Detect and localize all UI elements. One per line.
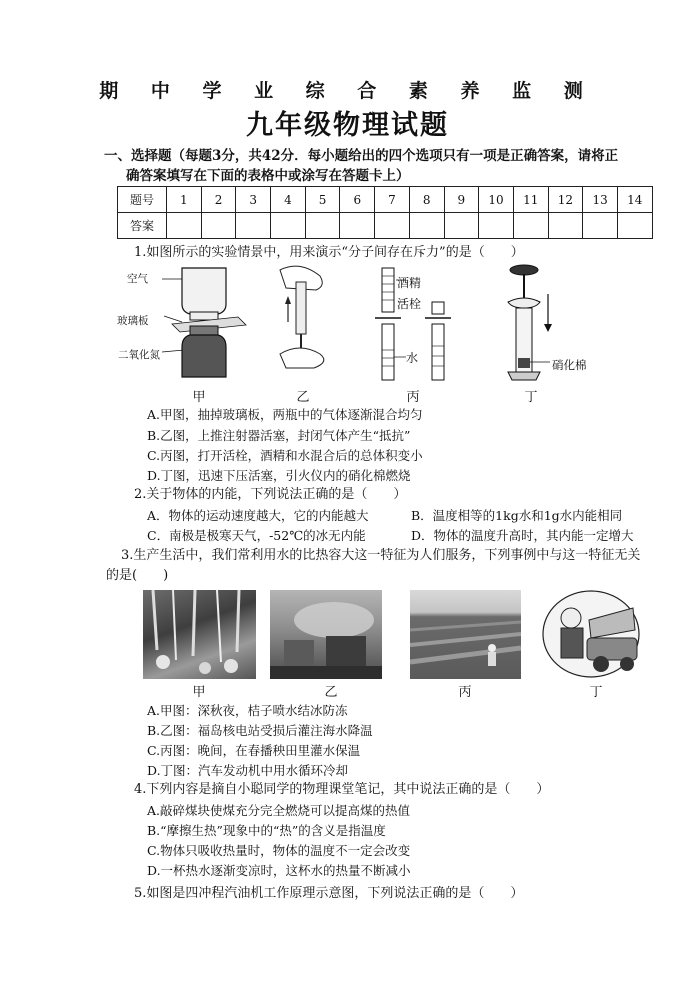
q3-caption-bing: 丙: [458, 685, 472, 700]
q3-option-a: A.甲图：深秋夜，桔子喷水结冰防冻: [147, 703, 348, 718]
q3-caption-yi: 乙: [324, 685, 338, 700]
photo-nuclear-plant: [270, 590, 382, 679]
label-no2: 二氧化氮: [118, 349, 160, 361]
label-nitrocotton: 硝化棉: [552, 358, 587, 372]
label-alcohol: 酒精: [397, 276, 422, 290]
answer-cell[interactable]: [375, 213, 410, 239]
table-cell-number: 14: [617, 187, 652, 213]
q4-option-d: D.一杯热水逐渐变凉时，这杯水的热量不断减小: [147, 863, 411, 878]
caption-bing: 丙: [406, 390, 420, 405]
answer-cell[interactable]: [409, 213, 444, 239]
table-cell-number: 5: [305, 187, 340, 213]
answer-table: [117, 186, 653, 239]
table-cell-number: 12: [548, 187, 583, 213]
question-4-stem: 4.下列内容是摘自小聪同学的物理课堂笔记，其中说法正确的是（ ）: [134, 782, 550, 797]
q2-option-c: C．南极是极寒天气，-52℃的冰无内能: [147, 528, 366, 543]
section-heading-line2: 确答案填写在下面的表格中或涂写在答题卡上）: [126, 168, 410, 184]
answer-cell[interactable]: [236, 213, 271, 239]
q4-option-b: B.“摩擦生热”现象中的“热”的含义是指温度: [147, 823, 386, 838]
figure-bing-tubes: [375, 268, 451, 380]
table-cell-number: 13: [583, 187, 618, 213]
figure-ding-fire-piston: [508, 265, 552, 380]
label-glass-plate: 玻璃板: [117, 315, 149, 327]
section-heading: [104, 146, 664, 186]
q1-option-a: A.甲图，抽掉玻璃板，两瓶中的气体逐渐混合均匀: [147, 407, 423, 422]
answer-cell[interactable]: [305, 213, 340, 239]
q1-option-b: B.乙图，上推注射器活塞，封闭气体产生“抵抗”: [147, 428, 411, 443]
table-cell-number: 8: [409, 187, 444, 213]
q3-option-c: C.丙图：晚间，在春播秧田里灌水保温: [147, 743, 361, 758]
question-1-figures: [110, 262, 590, 392]
question-3-stem-line1: 3.生产生活中，我们常利用水的比热容大这一特征为人们服务，下列事例中与这一特征无关: [121, 548, 641, 563]
answer-cell[interactable]: [617, 213, 652, 239]
exam-header: 期 中 学 业 综 合 素 养 监 测: [99, 80, 596, 102]
q2-option-b: B．温度相等的1kg水和1g水内能相同: [411, 508, 623, 523]
answer-cell[interactable]: [167, 213, 202, 239]
table-cell-number: 11: [513, 187, 548, 213]
table-cell-number: 10: [479, 187, 514, 213]
exam-title: 九年级物理试题: [246, 110, 449, 141]
q4-option-c: C.物体只吸收热量时，物体的温度不一定会改变: [147, 843, 411, 858]
photo-rice-field: [410, 590, 521, 679]
answer-cell[interactable]: [479, 213, 514, 239]
answer-cell[interactable]: [340, 213, 375, 239]
section-heading-line1: 一、选择题（每题3分，共42分．每小题给出的四个选项只有一项是正确答案，请将正: [104, 148, 619, 164]
answer-cell[interactable]: [271, 213, 306, 239]
q3-caption-ding: 丁: [589, 685, 603, 700]
illustration-car-engine: [541, 590, 641, 679]
table-cell-number: 1: [167, 187, 202, 213]
q2-option-d: D．物体的温度升高时，其内能一定增大: [411, 528, 634, 543]
answer-cell[interactable]: [513, 213, 548, 239]
q1-option-c: C.丙图，打开活栓，酒精和水混合后的总体积变小: [147, 448, 423, 463]
q4-option-a: A.敲碎煤块使煤充分完全燃烧可以提高煤的热值: [147, 803, 411, 818]
q3-caption-jia: 甲: [192, 685, 206, 700]
photo-frozen-oranges: [143, 590, 256, 679]
question-5-stem: 5.如图是四冲程汽油机工作原理示意图，下列说法正确的是（ ）: [134, 886, 524, 901]
table-header-cell: 答案: [118, 213, 167, 239]
table-cell-number: 4: [271, 187, 306, 213]
table-cell-number: 2: [201, 187, 236, 213]
label-air: 空气: [127, 273, 148, 285]
question-2-stem: 2.关于物体的内能，下列说法正确的是（ ）: [134, 487, 407, 502]
answer-cell[interactable]: [583, 213, 618, 239]
table-cell-number: 9: [444, 187, 479, 213]
q3-option-d: D.丁图：汽车发动机中用水循环冷却: [147, 763, 349, 778]
answer-cell[interactable]: [201, 213, 236, 239]
q1-option-d: D.丁图，迅速下压活塞，引火仪内的硝化棉燃烧: [147, 468, 411, 483]
label-water: 水: [406, 351, 419, 365]
q3-option-b: B.乙图：福岛核电站受损后灌注海水降温: [147, 723, 373, 738]
table-row-numbers: [118, 187, 653, 213]
question-3-stem-line2: 的是( ): [106, 568, 169, 583]
q2-option-a: A．物体的运动速度越大，它的内能越大: [147, 508, 369, 523]
figure-yi-syringe: [280, 266, 324, 368]
label-valve: 活栓: [397, 297, 422, 311]
caption-ding: 丁: [524, 390, 538, 405]
caption-yi: 乙: [296, 390, 310, 405]
answer-cell[interactable]: [548, 213, 583, 239]
answer-cell[interactable]: [444, 213, 479, 239]
question-1-stem: 1.如图所示的实验情景中，用来演示“分子间存在斥力”的是（ ）: [134, 245, 524, 260]
figure-jia-bottles: [162, 268, 246, 377]
table-cell-number: 7: [375, 187, 410, 213]
caption-jia: 甲: [192, 390, 206, 405]
table-cell-number: 6: [340, 187, 375, 213]
table-row-answers: [118, 213, 653, 239]
table-header-cell: 题号: [118, 187, 167, 213]
table-cell-number: 3: [236, 187, 271, 213]
